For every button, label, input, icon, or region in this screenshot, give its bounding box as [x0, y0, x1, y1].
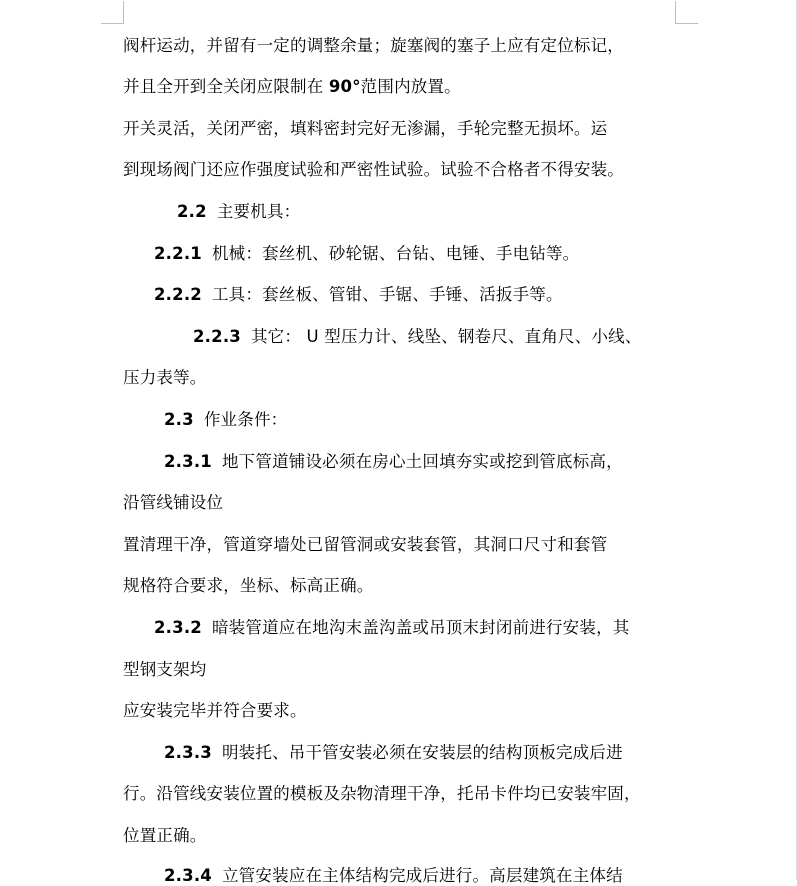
line-text: 行。沿管线安装位置的模板及杂物清理干净，托吊卡件均已安装牢固， [123, 784, 641, 803]
section-heading [177, 202, 300, 222]
text-line [123, 160, 624, 180]
text-line [123, 784, 641, 804]
line-text: 阀杆运动，并留有一定的调整余量；旋塞阀的塞子上应有定位标记， [123, 36, 624, 55]
line-text: 立管安装应在主体结构完成后进行。高层建筑在主体结 [221, 866, 623, 885]
text-line [123, 826, 207, 846]
text-line [123, 660, 207, 680]
line-text: 到现场阀门还应作强度试验和严密性试验。试验不合格者不得安装。 [123, 160, 624, 179]
crop-mark-top-left [101, 1, 124, 24]
section-number: 2.3.2 [154, 618, 202, 637]
text-line [123, 493, 223, 513]
text-line [193, 327, 642, 347]
line-text: 沿管线铺设位 [123, 493, 224, 512]
text-line [164, 743, 623, 763]
line-text: 暗装管道应在地沟末盖沟盖或吊顶末封闭前进行安装，其 [211, 618, 630, 637]
line-text: 规格符合要求，坐标、标高正确。 [123, 576, 374, 595]
text-line [123, 36, 624, 56]
text-line [123, 368, 207, 388]
line-text: 作业条件： [203, 410, 288, 429]
line-text: 工具：套丝板、管钳、手锯、手锤、活扳手等。 [211, 285, 563, 304]
text-line [154, 244, 579, 264]
line-text: 地下管道铺设必须在房心土回填夯实或挖到管底标高， [221, 452, 623, 471]
line-text: 位置正确。 [123, 826, 207, 845]
line-text: 机械：套丝机、砂轮锯、台钻、电锤、手电钻等。 [211, 244, 580, 263]
text-line [123, 119, 607, 139]
section-number: 2.2 [177, 202, 207, 221]
text-line [123, 535, 607, 555]
crop-mark-top-right [675, 1, 698, 24]
line-text: 并且全开到全关闭应限制在 [123, 77, 329, 96]
section-number: 2.2.3 [193, 327, 241, 346]
degree-value: 90° [328, 77, 361, 96]
line-text: 应安装完毕并符合要求。 [123, 701, 307, 720]
line-text: 范围内放置。 [360, 77, 461, 96]
line-text: 压力表等。 [123, 368, 207, 387]
line-text: 明装托、吊干管安装必须在安装层的结构顶板完成后进 [221, 743, 623, 762]
text-line [164, 866, 623, 886]
line-text: 其它： U 型压力计、线坠、钢卷尺、直角尺、小线、 [250, 327, 642, 346]
section-number: 2.3.1 [164, 452, 212, 471]
text-line [154, 618, 629, 638]
section-heading [164, 410, 287, 430]
text-line [154, 285, 563, 305]
text-line [164, 452, 623, 472]
section-number: 2.3.4 [164, 866, 212, 885]
line-text: 主要机具： [216, 202, 301, 221]
text-line [123, 701, 307, 721]
section-number: 2.3.3 [164, 743, 212, 762]
section-number: 2.2.1 [154, 244, 202, 263]
line-text: 开关灵活，关闭严密，填料密封完好无渗漏，手轮完整无损坏。运 [123, 119, 608, 138]
line-text: 置清理干净，管道穿墙处已留管洞或安装套管，其洞口尺寸和套管 [123, 535, 608, 554]
text-line [123, 576, 374, 596]
section-number: 2.3 [164, 410, 194, 429]
text-line [123, 77, 461, 97]
line-text: 型钢支架均 [123, 660, 207, 679]
section-number: 2.2.2 [154, 285, 202, 304]
